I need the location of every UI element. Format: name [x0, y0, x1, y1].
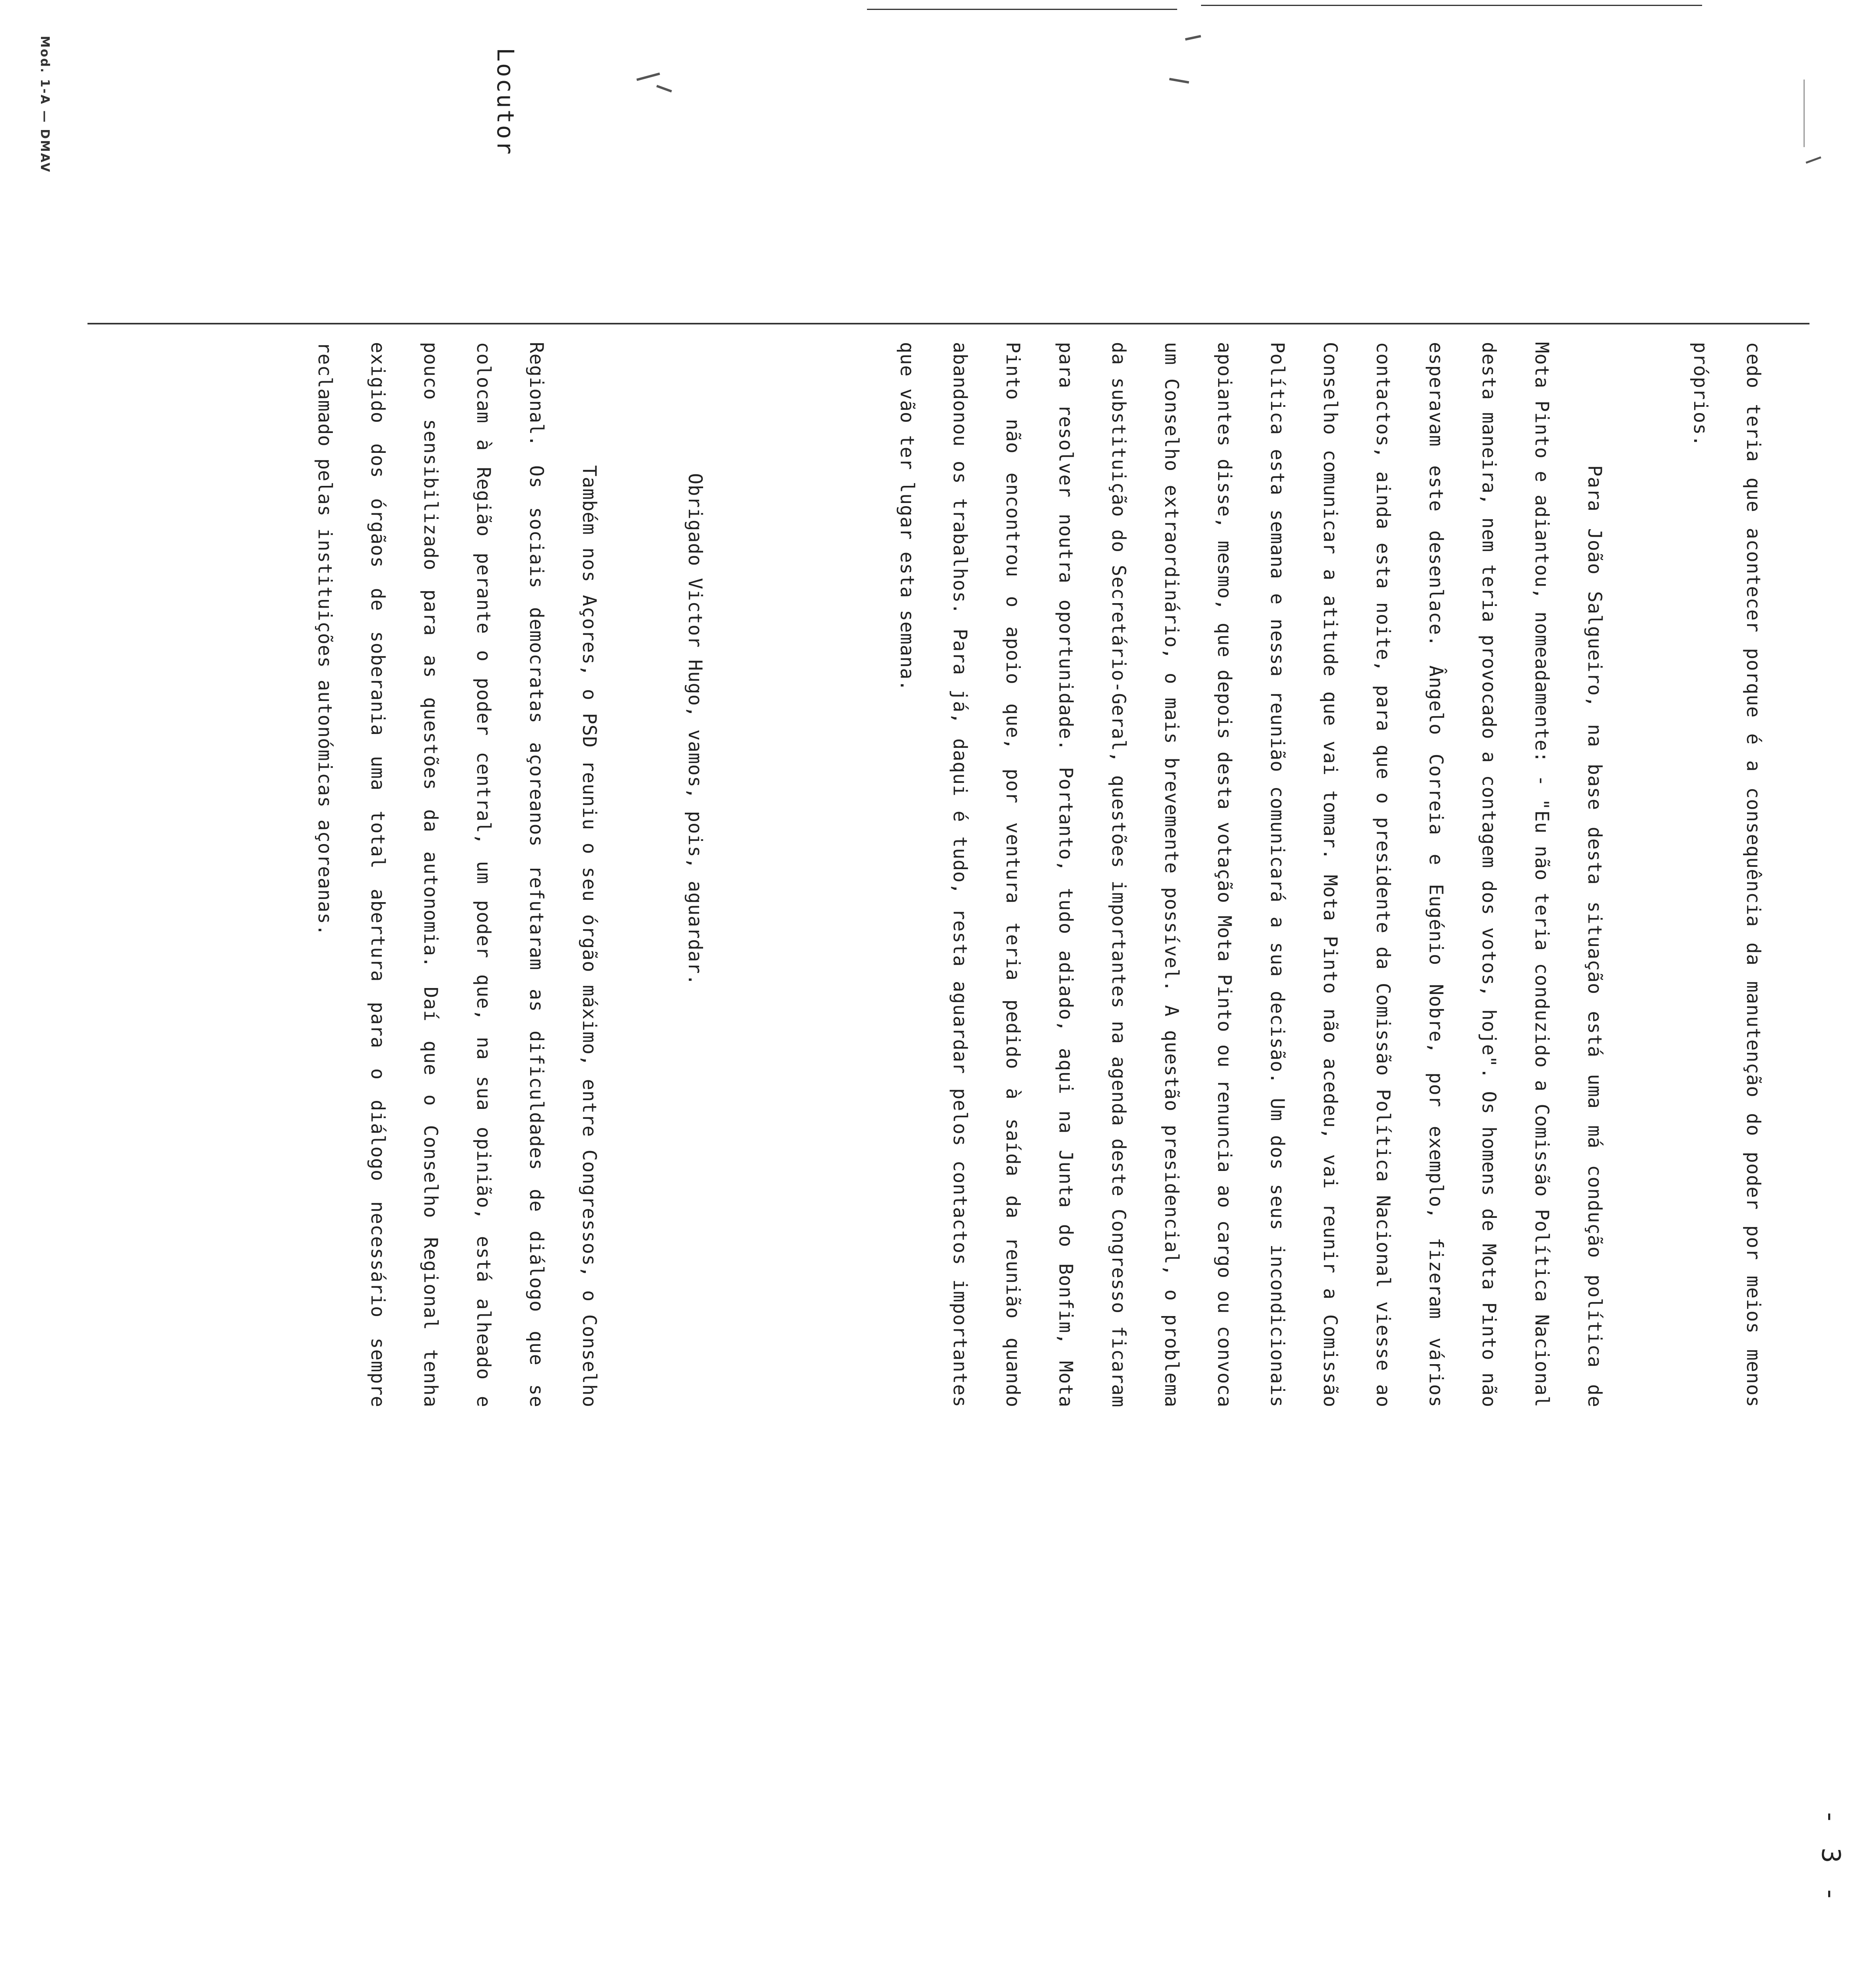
margin-tick — [656, 85, 672, 92]
margin-tick — [1169, 78, 1189, 84]
page-number: - 3 - — [1816, 1809, 1845, 1906]
paragraph: cedo teria que acontecer porque é a consequência da manutenção do poder por meios menos próprios. — [1689, 342, 1764, 1408]
body-text — [298, 342, 1780, 1408]
typed-transcript-page — [70, 342, 1780, 1415]
margin-tick — [636, 72, 660, 81]
form-code: Mod. 1-A — DMAV — [38, 36, 52, 173]
paragraph: Também nos Açores, o PSD reuniu o seu órgão máximo, entre Congressos, o Conselho Regional. Os sociais democratas açoreanos refutaram as dificuldades de diálogo que se colocam à Região perante o poder central, um poder que, na sua opinião, está alheado e pouco sensibilizado para as questões da autonomia. Daí que o Conselho Regional tenha exigido dos órgãos de soberania uma total abertura para o diálogo necessário sempre reclamado pelas instituições autonómicas açoreanas. — [314, 342, 600, 1408]
speaker-label: Locutor — [492, 48, 519, 156]
speaker-column-rule — [87, 323, 1809, 324]
paragraph: Obrigado Victor Hugo, vamos, pois, aguardar. — [684, 473, 706, 986]
margin-tick — [1806, 156, 1821, 163]
top-edge-line-2 — [1201, 5, 1702, 6]
top-edge-line — [867, 9, 1177, 10]
paragraph: Para João Salgueiro, na base desta situação está uma má condução política de Mota Pinto e adiantou, nomeadamente: - "Eu não teria conduzido a Comissão Política Nacional desta maneira, nem teria provocado a contagem dos votos, hoje". Os homens de Mota Pinto não esperavam este desenlace. Ângelo Correia e Eugénio Nobre, por exemplo, fizeram vários contactos, ainda esta noite, para que o presidente da Comissão Política Nacional viesse ao Conselho comunicar a atitude que vai tomar. Mota Pinto não acedeu, vai reunir a Comissão Política esta semana e nessa reunião comunicará a sua decisão. Um dos seus incondicionais apoiantes disse, mesmo, que depois desta votação Mota Pinto ou renuncia ao cargo ou convoca um Conselho extraordinário, o mais brevemente possível. A questão presidencial, o problema da substituição do Secretário-Geral, questões importantes na agenda deste Congresso ficaram para resolver noutra oportunidade. Portanto, tudo adiado, aqui na Junta do Bonfim, Mota Pinto não encontrou o apoio que, por ventura teria pedido à saída da reunião quando abandonou os trabalhos. Para já, daqui é tudo, resta aguardar pelos contactos importantes que vão ter lugar esta semana. — [896, 342, 1605, 1408]
margin-bar — [1804, 80, 1805, 147]
margin-tick — [1185, 35, 1201, 41]
